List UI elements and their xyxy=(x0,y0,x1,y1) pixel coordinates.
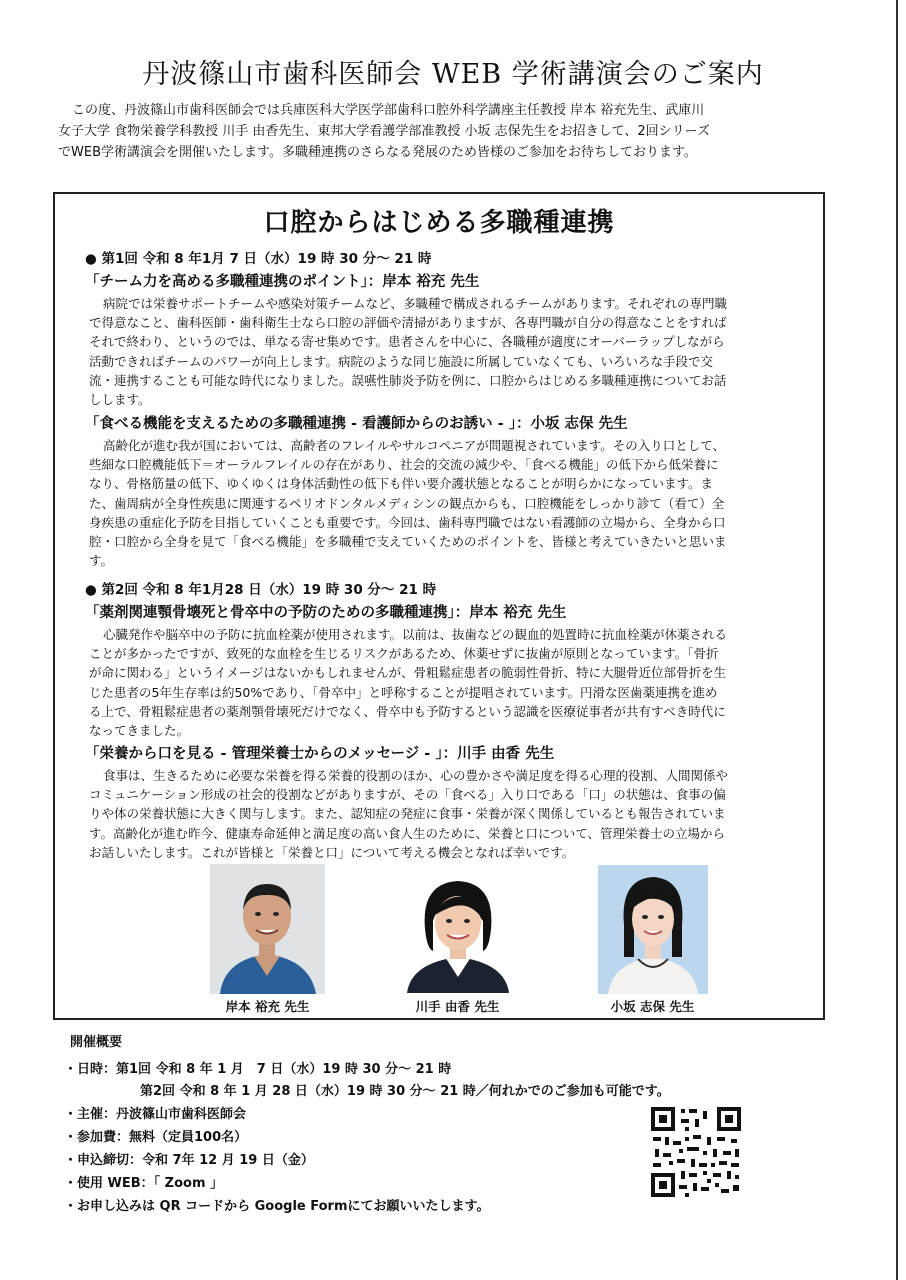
page-title: 丹波篠山市歯科医師会 WEB 学術講演会のご案内 xyxy=(142,59,764,90)
summary-date-line2: 第2回 令和 8 年 1 月 28 日（水）19 時 30 分～ 21 時／何れかでのご参加も可能です。 xyxy=(140,1084,670,1099)
session1-talk2-abstract xyxy=(89,436,815,570)
abstract-line: 些細な口腔機能低下＝オーラルフレイルの存在があり、社会的交流の減少や、「食べる機能」の低下から低栄養に xyxy=(89,457,719,473)
abstract-line: りや体の栄養状態に大きく関与します。また、認知症の発症に食事・栄養が深く関係しているとも報告されていま xyxy=(89,806,726,822)
speaker-caption-kishimoto: 岸本 裕充 先生 xyxy=(225,999,310,1014)
summary-heading: 開催概要 xyxy=(70,1035,123,1050)
session1-talk1-title: 「チーム力を高める多職種連携のポイント」：岸本 裕充 先生 xyxy=(85,274,480,290)
intro-line: この度、丹波篠山市歯科医師会では兵庫医科大学医学部歯科口腔外科学講座主任教授 岸本 裕充先生、武庫川 xyxy=(72,103,705,118)
intro-paragraph xyxy=(58,100,858,163)
abstract-line: なり、骨格筋量の低下、ゆくゆくは身体活動性の低下も伴い要介護状態となることが明らかになっています。ま xyxy=(89,476,714,492)
abstract-line: で得意なこと、歯科医師・歯科衛生士なら口腔の評価や清掃がありますが、各専門職が自分の得意なことをすれば xyxy=(89,315,727,331)
program-title: 口腔からはじめる多職種連携 xyxy=(263,208,615,238)
abstract-line: が命に関わる」というイメージはないかもしれませんが、骨粗鬆症患者の脆弱性骨折、特に大腿骨近位部骨折を生 xyxy=(89,665,727,681)
abstract-line: 流・連携することも可能な時代になりました。誤嚥性肺炎予防を例に、口腔からはじめる多職種連携についてお話 xyxy=(89,372,727,388)
session1-talk1-abstract xyxy=(89,294,815,409)
abstract-line: ことが多かったですが、致死的な血栓を生じるリスクがあるため、休薬せずに抜歯が原則となっています。「骨折 xyxy=(89,646,719,662)
abstract-line: じた患者の5年生存率は約50%であり、「骨卒中」と呼称することが提唱されています。円滑な医歯薬連携を進め xyxy=(89,684,718,700)
abstract-line: 病院では栄養サポートチームや感染対策チームなど、多職種で構成されるチームがあります。それぞれの専門職 xyxy=(103,296,728,311)
speaker-caption-kosaka: 小坂 志保 先生 xyxy=(610,999,695,1014)
speaker-photo-kosaka xyxy=(598,865,708,994)
speaker-caption-kawate: 川手 由香 先生 xyxy=(415,999,500,1014)
abstract-line: る上で、骨粗鬆症患者の薬剤顎骨壊死だけでなく、骨卒中も予防するという認識を医療従事者が共有すべき時代に xyxy=(89,703,726,719)
abstract-line: す。高齢化が進む昨今、健康寿命延伸と満足度の高い食人生のために、栄養と口について、管理栄養士の立場から xyxy=(89,825,726,841)
abstract-line: 身疾患の重症化予防を目指していくことも重要です。今回は、歯科専門職ではない看護師の立場から、全身から口 xyxy=(89,514,726,530)
session2-talk2-title: 「栄養から口を見る - 管理栄養士からのメッセージ - 」：川手 由香 先生 xyxy=(85,746,555,762)
session1-heading: ● 第1回 令和 8 年1月 7 日（水）19 時 30 分～ 21 時 xyxy=(85,251,432,267)
summary-date-line1: ・日時：第1回 令和 8 年 1 月 7 日（水）19 時 30 分～ 21 時 xyxy=(64,1062,452,1077)
program-box xyxy=(53,192,825,1020)
summary-host: ・主催：丹波篠山市歯科医師会 xyxy=(64,1107,247,1122)
abstract-line: コミュニケーション形成の社会的役割などがありますが、その「食べる」入り口である「口」の状態は、食事の偏 xyxy=(89,787,726,803)
summary-fee: ・参加費：無料（定員100名） xyxy=(64,1130,248,1145)
abstract-line: お話しいたします。これが皆様と「栄養と口」について考える機会となれば幸いです。 xyxy=(89,844,575,860)
abstract-line: 腔・口腔から全身を見て「食べる機能」を多職種で支えていくためのポイントを、皆様と考えていきたいと思いま xyxy=(89,534,727,550)
speaker-photo-kawate xyxy=(399,871,517,993)
session2-talk2-abstract xyxy=(89,766,815,862)
abstract-line: 活動できればチームのパワーが向上します。病院のような同じ施設に所属していなくても、いろいろな手段で交 xyxy=(89,353,714,369)
summary-apply: ・お申し込みは QR コードから Google Formにてお願いいたします。 xyxy=(64,1199,490,1214)
speaker-photo-kishimoto xyxy=(210,864,325,994)
qr-code[interactable] xyxy=(651,1107,741,1197)
abstract-line: 心臓発作や脳卒中の予防に抗血栓薬が使用されます。以前は、抜歯などの観血的処置時に抗血栓薬が休薬される xyxy=(103,627,728,642)
session1-talk2-title: 「食べる機能を支えるための多職種連携 - 看護師からのお誘い - 」：小坂 志保 先生 xyxy=(85,416,628,432)
abstract-line: す。 xyxy=(89,553,114,569)
session2-talk1-abstract xyxy=(89,625,815,740)
session2-heading: ● 第2回 令和 8 年1月28 日（水）19 時 30 分～ 21 時 xyxy=(85,582,437,598)
abstract-line: それで終わり、というのでは、単なる寄せ集めです。患者さんを中心に、各職種が適度にオーバーラップしながら xyxy=(89,334,725,350)
intro-line: 女子大学 食物栄養学科教授 川手 由香先生、東邦大学看護学部准教授 小坂 志保先生をお招きして、2回シリーズ xyxy=(58,124,711,139)
abstract-line: 食事は、生きるために必要な栄養を得る栄養的役割のほか、心の豊かさや満足度を得る心理的役割、人間関係や xyxy=(103,768,729,783)
abstract-line: なってきました。 xyxy=(89,723,190,739)
abstract-line: 高齢化が進む我が国においては、高齢者のフレイルやサルコペニアが問題視されています。その入り口として、 xyxy=(103,438,726,453)
abstract-line: しします。 xyxy=(89,392,151,408)
session2-talk1-title: 「薬剤関連顎骨壊死と骨卒中の予防のための多職種連携」：岸本 裕充 先生 xyxy=(85,605,567,621)
summary-web: ・使用 WEB：「 Zoom 」 xyxy=(64,1176,224,1191)
intro-line: でWEB学術講演会を開催いたします。多職種連携のさらなる発展のため皆様のご参加をお待ちしております。 xyxy=(58,145,697,160)
abstract-line: た、歯周病が全身性疾患に関連するペリオドンタルメディシンの観点からも、口腔機能をしっかり診て（看て）全 xyxy=(89,495,725,511)
page-edge-shadow xyxy=(896,0,898,1280)
summary-deadline: ・申込締切：令和 7年 12 月 19 日（金） xyxy=(64,1153,314,1168)
